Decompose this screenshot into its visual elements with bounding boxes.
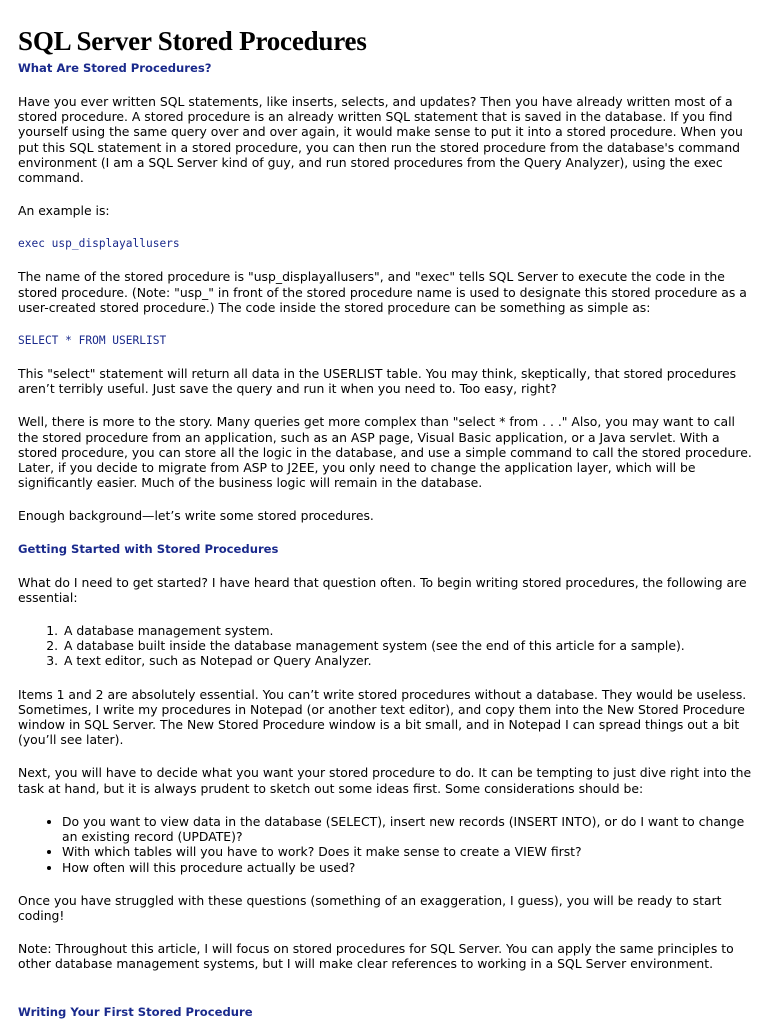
heading-what-are: What Are Stored Procedures?	[18, 61, 212, 75]
paragraph: Note: Throughout this article, I will focus on stored procedures for SQL Server. You can apply the same principles to other database management systems, but I will make clear references to working in a SQL Server environment.	[18, 941, 734, 972]
requirements-list	[18, 623, 752, 669]
list-item: • Do you want to view data in the database (SELECT), insert new records (INSERT INTO), or do I want to change an existing record (UPDATE)?	[62, 814, 752, 844]
list-item: 1. A database management system.	[62, 623, 752, 638]
list-item: • With which tables will you have to work? Does it make sense to create a VIEW first?	[62, 844, 752, 859]
considerations-list	[18, 814, 752, 875]
code-example: SELECT * FROM USERLIST	[18, 334, 167, 348]
article	[18, 0, 752, 1020]
code-example: exec usp_displayallusers	[18, 237, 180, 251]
paragraph: The name of the stored procedure is "usp_displayallusers", and "exec" tells SQL Server to execute the code in the stored procedure. (Note: "usp_" in front of the stored procedure name is used to designate this stored procedure as a user-created stored procedure.) The code inside the stored procedure can be something as simple as:	[18, 269, 747, 315]
paragraph: Well, there is more to the story. Many queries get more complex than "select * from . . ." Also, you may want to call the stored procedure from an application, such as an ASP page, Visual Basic application, or a Java servlet. With a stored procedure, you can store all the logic in the database, and use a simple command to call the stored procedure. Later, if you decide to migrate from ASP to J2EE, you only need to change the application layer, which will be significantly easier. Much of the business logic will remain in the database.	[18, 414, 752, 491]
paragraph: What do I need to get started? I have heard that question often. To begin writing stored procedures, the following are essential:	[18, 574, 747, 605]
list-item: 3. A text editor, such as Notepad or Query Analyzer.	[62, 653, 752, 668]
page-title: SQL Server Stored Procedures	[18, 26, 367, 56]
list-item: • How often will this procedure actually be used?	[62, 860, 752, 875]
paragraph: Items 1 and 2 are absolutely essential. You can’t write stored procedures without a database. They would be useless. Sometimes, I write my procedures in Notepad (or another text editor), and copy them into the New Stored Procedure window in SQL Server. The New Stored Procedure window is a bit small, and in Notepad I can spread things out a bit (you’ll see later).	[18, 686, 747, 748]
heading-getting-started: Getting Started with Stored Procedures	[18, 541, 279, 556]
heading-writing-first: Writing Your First Stored Procedure	[18, 1004, 253, 1019]
paragraph: Have you ever written SQL statements, like inserts, selects, and updates? Then you have already written most of a stored procedure. A stored procedure is an already written SQL statement that is saved in the database. If you find yourself using the same query over and over again, it would make sense to put it into a stored procedure. When you put this SQL statement in a stored procedure, you can then run the stored procedure from the database's command environment (I am a SQL Server kind of guy, and run stored procedures from the Query Analyzer), using the exec command.	[18, 94, 743, 186]
paragraph: Once you have struggled with these questions (something of an exaggeration, I guess), you will be ready to start coding!	[18, 892, 722, 923]
paragraph: Next, you will have to decide what you want your stored procedure to do. It can be tempting to just dive right into the task at hand, but it is always prudent to sketch out some ideas first. Some considerations should be:	[18, 765, 752, 796]
paragraph: An example is:	[18, 203, 110, 219]
paragraph: Enough background—let’s write some stored procedures.	[18, 508, 374, 524]
list-item: 2. A database built inside the database management system (see the end of this article for a sample).	[62, 638, 752, 653]
paragraph: This "select" statement will return all data in the USERLIST table. You may think, skeptically, that stored procedures aren’t terribly useful. Just save the query and run it when you need to. Too easy, right?	[18, 366, 737, 397]
